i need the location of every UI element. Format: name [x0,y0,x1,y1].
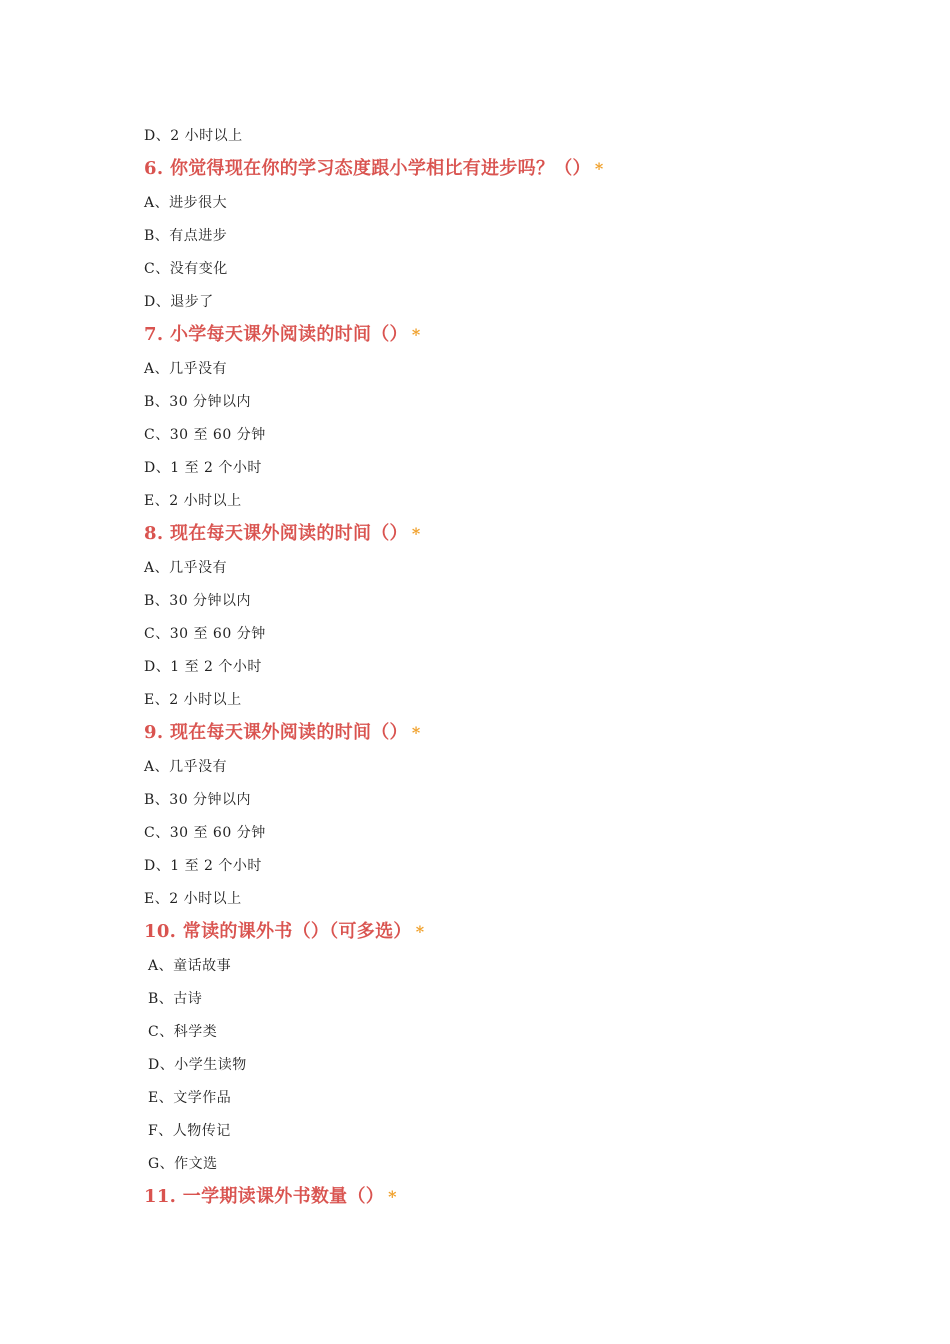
q10-option-e: E、文学作品 [148,1090,232,1106]
question-8-text: 8. 现在每天课外阅读的时间（） [144,523,408,544]
q10-option-c: C、科学类 [148,1024,218,1040]
required-star-icon: * [411,723,421,742]
question-8-title [144,525,421,543]
q6-option-a: A、进步很大 [144,195,228,211]
q8-option-c: C、30 至 60 分钟 [144,626,266,642]
q9-option-e: E、2 小时以上 [144,891,242,907]
question-9-title [144,724,421,742]
question-11-title [144,1188,397,1206]
q9-option-b: B、30 分钟以内 [144,792,252,808]
q6-option-d: D、退步了 [144,294,214,310]
question-7-text: 7. 小学每天课外阅读的时间（） [144,324,408,345]
q10-option-f: F、人物传记 [148,1123,231,1139]
question-7-title [144,326,421,344]
q6-option-b: B、有点进步 [144,228,228,244]
q10-option-b: B、古诗 [148,991,203,1007]
question-6-title [144,160,604,178]
q7-option-b: B、30 分钟以内 [144,394,252,410]
q7-option-a: A、几乎没有 [144,361,228,377]
q10-option-a: A、童话故事 [148,958,232,974]
question-11-text: 11. 一学期读课外书数量（） [144,1186,385,1207]
q8-option-d: D、1 至 2 个小时 [144,659,262,675]
q9-option-c: C、30 至 60 分钟 [144,825,266,841]
required-star-icon: * [411,325,421,344]
question-9-text: 9. 现在每天课外阅读的时间（） [144,722,408,743]
q6-option-c: C、没有变化 [144,261,228,277]
required-star-icon: * [411,524,421,543]
option-d-previous-question: D、2 小时以上 [144,128,243,144]
q8-option-a: A、几乎没有 [144,560,228,576]
q10-option-g: G、作文选 [148,1156,218,1172]
q8-option-e: E、2 小时以上 [144,692,242,708]
q7-option-e: E、2 小时以上 [144,493,242,509]
q9-option-d: D、1 至 2 个小时 [144,858,262,874]
required-star-icon: * [594,159,604,178]
required-star-icon: * [388,1187,397,1206]
question-10-title [144,923,424,941]
q9-option-a: A、几乎没有 [144,759,228,775]
q10-option-d: D、小学生读物 [148,1057,247,1073]
question-6-text: 6. 你觉得现在你的学习态度跟小学相比有进步吗？（） [144,158,591,179]
question-10-text: 10. 常读的课外书（）（可多选） [144,921,412,942]
q7-option-c: C、30 至 60 分钟 [144,427,266,443]
q7-option-d: D、1 至 2 个小时 [144,460,262,476]
required-star-icon: * [415,922,425,941]
q8-option-b: B、30 分钟以内 [144,593,252,609]
